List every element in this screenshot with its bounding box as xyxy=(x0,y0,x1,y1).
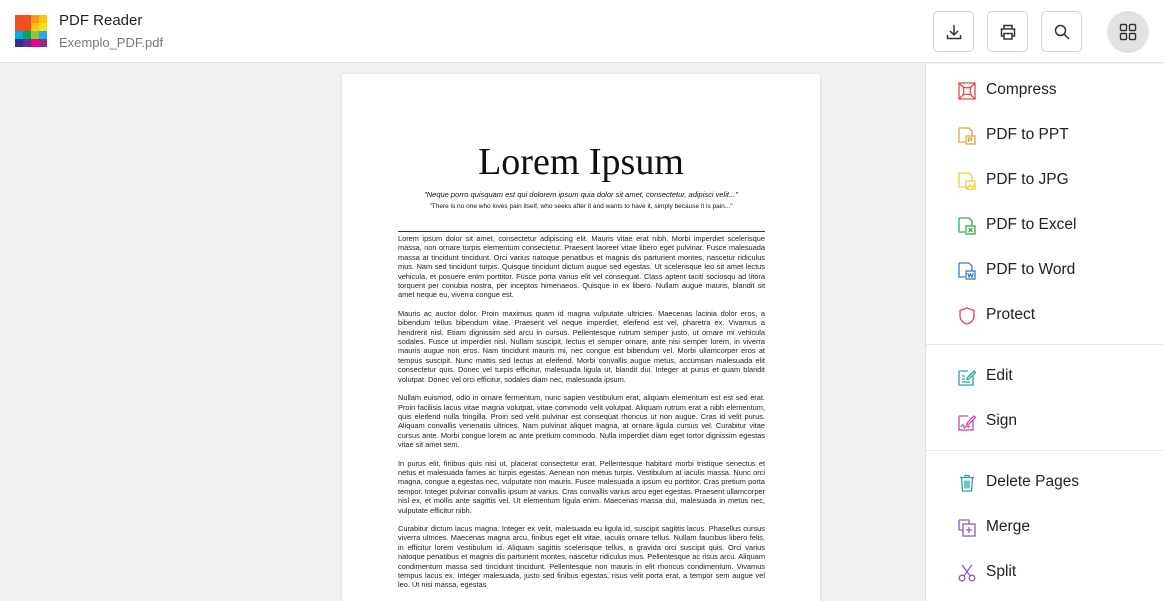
tool-edit[interactable] xyxy=(926,356,1164,396)
merge-icon xyxy=(957,518,977,538)
tool-label: Edit xyxy=(986,367,1013,384)
tool-compress[interactable] xyxy=(926,70,1164,110)
paragraph: Mauris ac auctor dolor. Proin maximus quam id magna vulputate ultricies. Maecenas lacinia dolor eros, a bibendum tellus bibendum vitae. Praesent vel neque imperdiet, eleifend est vel, pharetra ex. Vivamus a hendrerit nisl. Etiam dignissim sed arcu in cursus. Pellentesque rutrum semper justo, ut ornare mi vehicula sodales. Fusce ut imperdiet nisl. Nullam suscipit, lectus et semper ornare, ante nisi semper lorem, in viverra mauris augue non eros. Nam tincidunt mauris mi, nec congue est bibendum vel. Morbi ullamcorper eros at tempus suscipit. Nunc mattis sed lectus at eleifend. Morbi convallis augue metus, accumsan malesuada elit consectetur quis. Donec vel turpis efficitur, malesuada ligula ut, blandit dui. Integer at purus et quam blandit volutpat. Donec vel orci efficitur, sodales diam nec, malesuada ipsum. xyxy=(398,308,765,384)
tool-split[interactable] xyxy=(926,552,1164,592)
document-viewer[interactable] xyxy=(0,64,925,601)
tool-label: PDF to PPT xyxy=(986,126,1069,143)
file-name: Exemplo_PDF.pdf xyxy=(59,35,164,50)
search-button[interactable] xyxy=(1041,11,1082,52)
tools-panel xyxy=(925,64,1164,601)
app-title: PDF Reader xyxy=(59,12,143,29)
tool-label: Compress xyxy=(986,81,1057,98)
tool-label: PDF to Word xyxy=(986,261,1076,278)
tool-pdf-to-word[interactable] xyxy=(926,250,1164,290)
divider xyxy=(398,231,765,232)
apps-grid-icon xyxy=(1119,23,1137,41)
tool-pdf-to-excel[interactable] xyxy=(926,205,1164,245)
tool-pdf-to-ppt[interactable] xyxy=(926,115,1164,155)
paragraph: In purus elit, finibus quis nisi ut, placerat consectetur erat. Pellentesque habitant morbi tristique senectus et netus et malesuada fames ac turpis egestas. Aenean non metus turpis. Vestibulum at iaculis massa. Nunc orci magna, congue a egestas nec, vulputate non mauris. Fusce malesuada a ipsum eu porttitor. Cras pretium porta tempor. Integer pulvinar convallis ipsum at varius. Cras convallis varius arcu eget egestas. Praesent ullamcorper nisl ex, et mollis ante sagittis vel. Ut elementum ligula enim. Maecenas massa dui, malesuada in metus nec, vulputate efficitur nibh. xyxy=(398,458,765,515)
top-bar xyxy=(0,0,1164,63)
tool-label: Sign xyxy=(986,412,1018,429)
edit-icon xyxy=(957,367,977,387)
scissors-icon xyxy=(957,563,977,583)
pdf-page xyxy=(342,74,820,601)
tool-label: Merge xyxy=(986,518,1030,535)
apps-menu-button[interactable] xyxy=(1107,11,1149,53)
sign-icon xyxy=(957,412,977,432)
divider xyxy=(926,450,1164,451)
print-button[interactable] xyxy=(987,11,1028,52)
download-button[interactable] xyxy=(933,11,974,52)
app-logo-icon xyxy=(15,15,47,47)
shield-icon xyxy=(957,306,977,326)
download-icon xyxy=(945,23,963,41)
search-icon xyxy=(1053,23,1071,41)
tool-pdf-to-jpg[interactable] xyxy=(926,160,1164,200)
paragraph: Curabitur dictum lacus magna. Integer ex velit, malesuada eu ligula id, suscipit sagittis lacus. Phasellus cursus viverra ultrices. Maecenas magna arcu, finibus eget elit vitae, iaculis ornare tellus. Nullam faucibus libero felis, in efficitur lorem vestibulum id. Aliquam sagittis scelerisque tellus, a gravida orci suscipit quis. Orci varius natoque penatibus et magnis dis parturient montes, nascetur ridiculus mus. Pellentesque ac risus arcu. Aliquam condimentum massa sed tincidunt tincidunt. Pellentesque non mauris in elit rhoncus condimentum. Vivamus tempus lacus ex. Integer malesuada, justo sed finibus egestas, risus velit porta erat, a tempor sem augue vel leo. Ut nisi massa, egestas xyxy=(398,523,765,590)
document-quote: "Neque porro quisquam est qui dolorem ipsum quia dolor sit amet, consectetur, adipisci velit..." xyxy=(424,190,738,199)
divider xyxy=(926,344,1164,345)
tool-sign[interactable] xyxy=(926,401,1164,441)
tool-label: Delete Pages xyxy=(986,473,1080,490)
paragraph: Nullam euismod, odio in ornare fermentum, nunc sapien vestibulum erat, aliquam elementum est est sed erat. Proin facilisis lacus vitae magna volutpat, vitae commodo velit volutpat. Aliquam rutrum erat a nibh elementum, quis eleifend nulla fringilla. Proin sed velit pulvinar est consequat rhoncus ut non augue. Cras id velit purus. Aliquam convallis venenatis ultrices. Nam pulvinar aliquet magna, at ornare ligula cursus vel. Curabitur vitae cursus ante. Morbi congue lorem ac ante pretium commodo. Nulla imperdiet diam eget tortor dignissim egestas vitae sit amet sem. xyxy=(398,393,765,450)
document-title: Lorem Ipsum xyxy=(478,141,684,183)
tool-delete-pages[interactable] xyxy=(926,462,1164,502)
pdf-to-jpg-icon xyxy=(957,171,977,191)
tool-label: PDF to JPG xyxy=(986,171,1069,188)
pdf-to-excel-icon xyxy=(957,216,977,236)
tool-protect[interactable] xyxy=(926,295,1164,335)
tool-label: Protect xyxy=(986,306,1036,323)
document-quote-translation: "There is no one who loves pain itself, who seeks after it and wants to have it, simply because it is pain..." xyxy=(429,203,733,210)
tool-label: Split xyxy=(986,563,1017,580)
pdf-to-ppt-icon xyxy=(957,126,977,146)
document-body xyxy=(398,234,765,599)
paragraph: Lorem ipsum dolor sit amet, consectetur adipiscing elit. Mauris vitae erat nibh. Morbi imperdiet scelerisque massa, non ornare turpis elementum consectetur. Praesent laoreet vitae libero eget pulvinar. Fusce malesuada massa at tincidunt tincidunt. Orci varius natoque penatibus et magnis dis parturient montes, nascetur ridiculus mus. Nam sed tincidunt turpis. Quisque tincidunt dictum augue sed egestas. Ut scelerisque leo sit amet lectus vehicula, et posuere enim porttitor. Fusce porta varius elit vel consequat. Class aptent taciti sociosqu ad litora torquent per conubia nostra, per inceptos himenaeos. Quisque in ex libero. Nullam augue mauris, blandit sit amet neque eu, viverra congue est. xyxy=(398,234,765,300)
pdf-to-word-icon xyxy=(957,261,977,281)
compress-icon xyxy=(957,81,977,101)
tool-label: PDF to Excel xyxy=(986,216,1077,233)
tool-merge[interactable] xyxy=(926,507,1164,547)
trash-icon xyxy=(957,473,977,493)
print-icon xyxy=(999,23,1017,41)
